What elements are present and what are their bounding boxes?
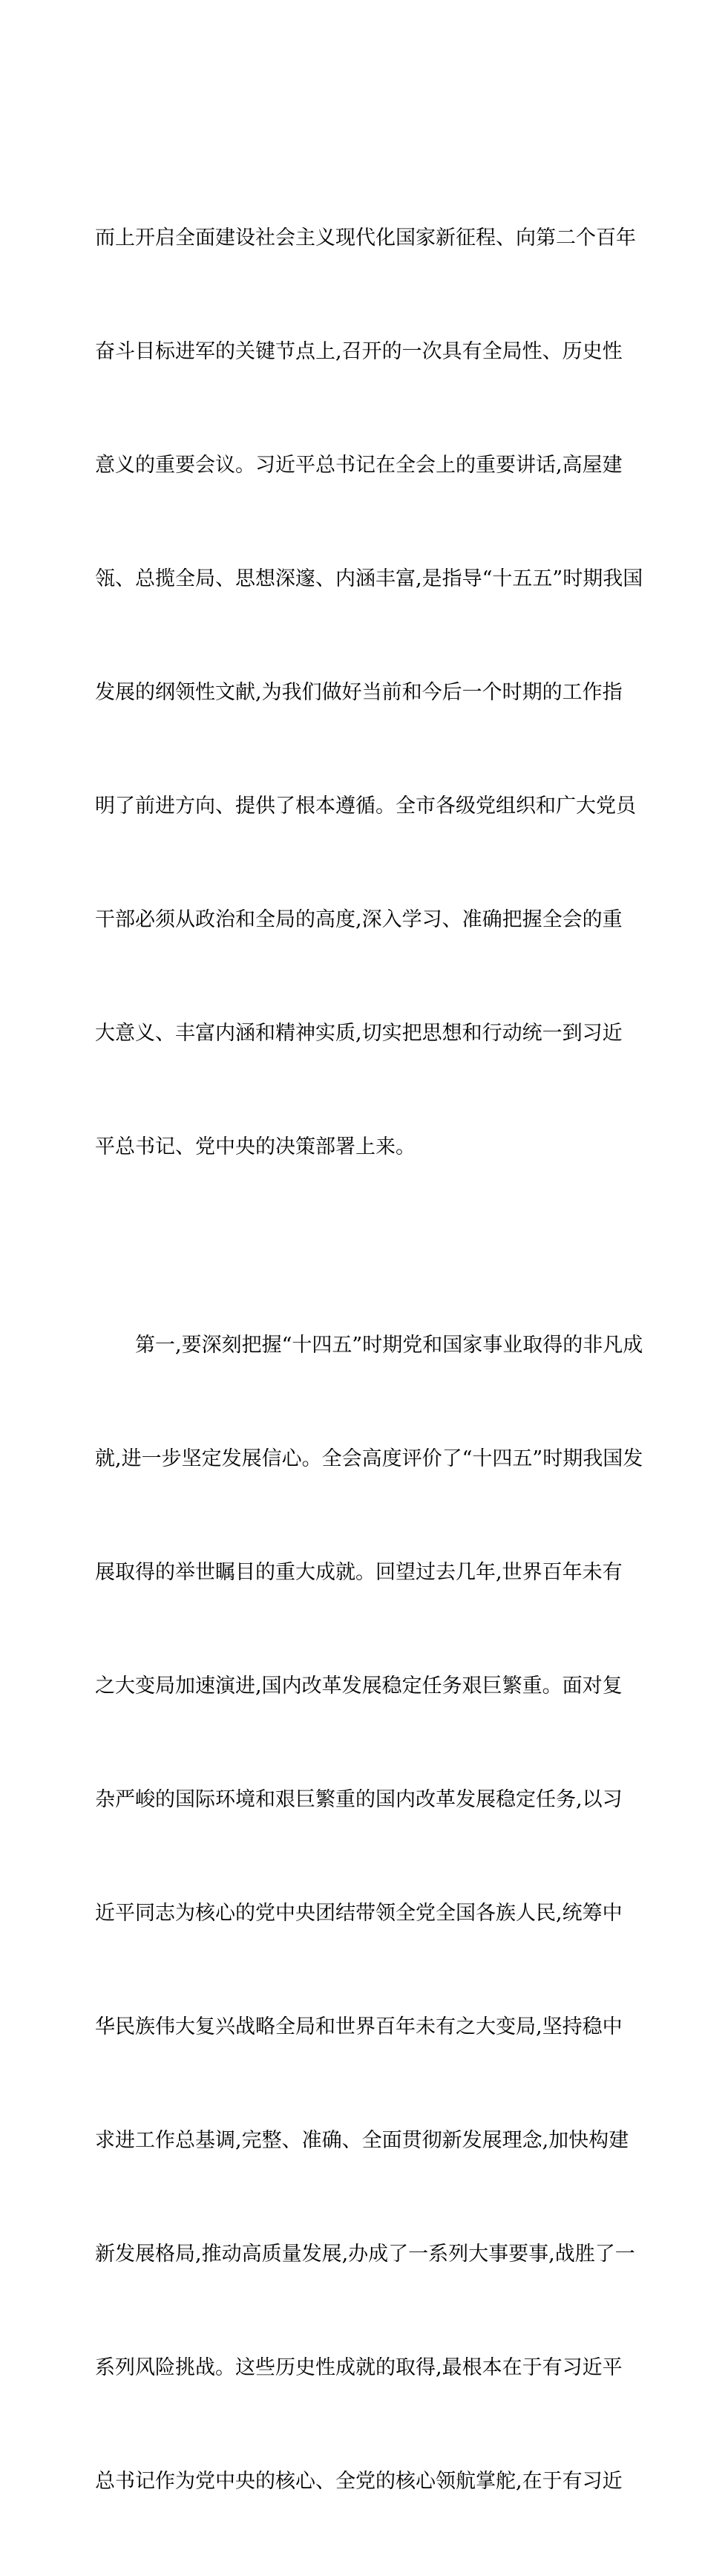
- text-line: 华民族伟大复兴战略全局和世界百年未有之大变局,坚持稳中: [95, 2015, 623, 2038]
- text-line: 而上开启全面建设社会主义现代化国家新征程、向第二个百年: [95, 226, 636, 250]
- text-line: 奋斗目标进军的关键节点上,召开的一次具有全局性、历史性: [95, 340, 623, 363]
- text-line: 平总书记、党中央的决策部署上来。: [95, 1135, 416, 1158]
- text-line: 就,进一步坚定发展信心。全会高度评价了“十四五”时期我国发: [95, 1447, 643, 1470]
- text-line: 近平同志为核心的党中央团结带领全党全国各族人民,统筹中: [95, 1902, 623, 1925]
- text-line: 求进工作总基调,完整、准确、全面贯彻新发展理念,加快构建: [95, 2129, 629, 2152]
- text-line: 瓴、总揽全局、思想深邃、内涵丰富,是指导“十五五”时期我国: [95, 567, 643, 590]
- text-line: 明了前进方向、提供了根本遵循。全市各级党组织和广大党员: [95, 795, 636, 818]
- text-line: 杂严峻的国际环境和艰巨繁重的国内改革发展稳定任务,以习: [95, 1788, 623, 1811]
- text-line: 之大变局加速演进,国内改革发展稳定任务艰巨繁重。面对复: [95, 1675, 623, 1698]
- paragraph-2: [95, 1250, 643, 2576]
- text-line: 总书记作为党中央的核心、全党的核心领航掌舵,在于有习近: [95, 2470, 623, 2493]
- text-line: 发展的纲领性文献,为我们做好当前和今后一个时期的工作指: [95, 681, 623, 704]
- text-line: 展取得的举世瞩目的重大成就。回望过去几年,世界百年未有: [95, 1561, 623, 1584]
- text-line: 大意义、丰富内涵和精神实质,切实把思想和行动统一到习近: [95, 1022, 623, 1045]
- text-line: 新发展格局,推动高质量发展,办成了一系列大事要事,战胜了一: [95, 2243, 635, 2266]
- paragraph-1: [95, 143, 643, 1242]
- text-line: 干部必须从政治和全局的高度,深入学习、准确把握全会的重: [95, 908, 623, 931]
- text-line: 第一,要深刻把握“十四五”时期党和国家事业取得的非凡成: [95, 1334, 643, 1357]
- document-body: [95, 143, 643, 2576]
- text-line: 意义的重要会议。习近平总书记在全会上的重要讲话,高屋建: [95, 454, 623, 477]
- text-line: 系列风险挑战。这些历史性成就的取得,最根本在于有习近平: [95, 2356, 623, 2379]
